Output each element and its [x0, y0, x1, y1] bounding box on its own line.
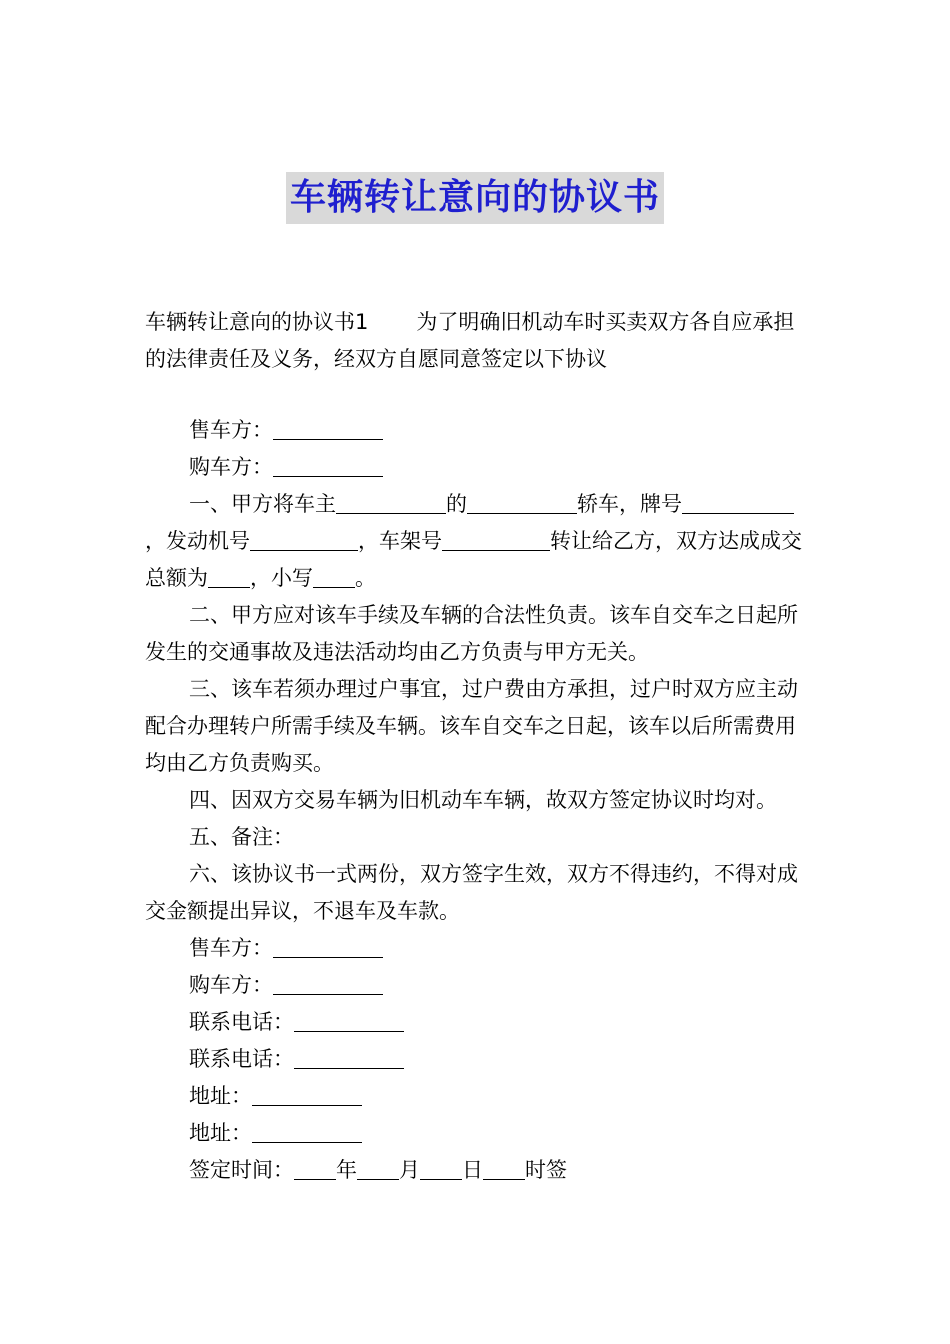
sign-seller-line [145, 930, 805, 967]
intro-paragraph [145, 304, 805, 378]
phone-line-2 [145, 1041, 805, 1078]
sign-seller-label: 售车方： [189, 936, 273, 960]
day-blank[interactable] [420, 1157, 462, 1180]
address-blank-2[interactable] [252, 1120, 362, 1143]
engine-number-blank[interactable] [250, 528, 358, 551]
clause-3: 三、该车若须办理过户事宜，过户费由方承担，过户时双方应主动配合办理转户所需手续及车辆。该车自交车之日起，该车以后所需费用均由乙方负责购买。 [145, 677, 798, 775]
address-label-1: 地址： [189, 1084, 252, 1108]
car-model-blank[interactable] [467, 491, 577, 514]
buyer-blank[interactable] [273, 454, 383, 477]
sign-time-suffix: 时签 [525, 1158, 567, 1182]
title-container [0, 172, 950, 224]
clause-1-text-h: 。 [355, 566, 376, 590]
clause-1-text-a: 一、甲方将车主 [189, 492, 336, 516]
buyer-label: 购车方： [189, 455, 273, 479]
intro-heading: 车辆转让意向的协议书 [145, 310, 355, 334]
hour-blank[interactable] [483, 1157, 525, 1180]
clause-1-text-d: ，发动机号 [145, 529, 250, 553]
sign-buyer-label: 购车方： [189, 973, 273, 997]
year-label: 年 [336, 1158, 357, 1182]
phone-blank-1[interactable] [294, 1009, 404, 1032]
sign-buyer-line [145, 967, 805, 1004]
month-label: 月 [399, 1158, 420, 1182]
sign-buyer-blank[interactable] [273, 972, 383, 995]
agreement-body [145, 412, 805, 1189]
address-line-2 [145, 1115, 805, 1152]
clause-6: 六、该协议书一式两份，双方签字生效，双方不得违约，不得对成交金额提出异议，不退车及车款。 [145, 862, 798, 923]
year-blank[interactable] [294, 1157, 336, 1180]
clause-1 [145, 486, 805, 597]
clause-5: 五、备注： [189, 825, 294, 849]
address-blank-1[interactable] [252, 1083, 362, 1106]
phone-label-1: 联系电话： [189, 1010, 294, 1034]
clause-1-text-c: 轿车，牌号 [577, 492, 682, 516]
day-label: 日 [462, 1158, 483, 1182]
month-blank[interactable] [357, 1157, 399, 1180]
clause-4: 四、因双方交易车辆为旧机动车车辆，故双方签定协议时均对。 [189, 788, 777, 812]
address-label-2: 地址： [189, 1121, 252, 1145]
owner-blank[interactable] [336, 491, 446, 514]
document-title: 车辆转让意向的协议书 [286, 172, 664, 224]
total-amount-blank[interactable] [208, 565, 250, 588]
clause-2: 二、甲方应对该车手续及车辆的合法性负责。该车自交车之日起所发生的交通事故及违法活动均由乙方负责与甲方无关。 [145, 603, 798, 664]
address-line-1 [145, 1078, 805, 1115]
clause-1-text-e: ，车架号 [358, 529, 442, 553]
sign-time-label: 签定时间： [189, 1158, 294, 1182]
frame-number-blank[interactable] [442, 528, 550, 551]
amount-figures-blank[interactable] [313, 565, 355, 588]
seller-label: 售车方： [189, 418, 273, 442]
phone-line-1 [145, 1004, 805, 1041]
buyer-line [145, 449, 805, 486]
clause-1-text-b: 的 [446, 492, 467, 516]
intro-text: 为了明确旧机动车时买卖双方各自应承担的法律责任及义务，经双方自愿同意签定以下协议 [145, 310, 795, 371]
seller-blank[interactable] [273, 417, 383, 440]
phone-blank-2[interactable] [294, 1046, 404, 1069]
clause-1-text-g: ，小写 [250, 566, 313, 590]
seller-line [145, 412, 805, 449]
sign-time-line [145, 1152, 805, 1189]
sign-seller-blank[interactable] [273, 935, 383, 958]
intro-number: 1 [355, 310, 369, 334]
plate-blank-cont[interactable] [782, 491, 794, 514]
plate-blank[interactable] [682, 491, 782, 514]
clause-1-text-f: 转让给乙方，双方达成成交总额为 [145, 529, 802, 590]
phone-label-2: 联系电话： [189, 1047, 294, 1071]
